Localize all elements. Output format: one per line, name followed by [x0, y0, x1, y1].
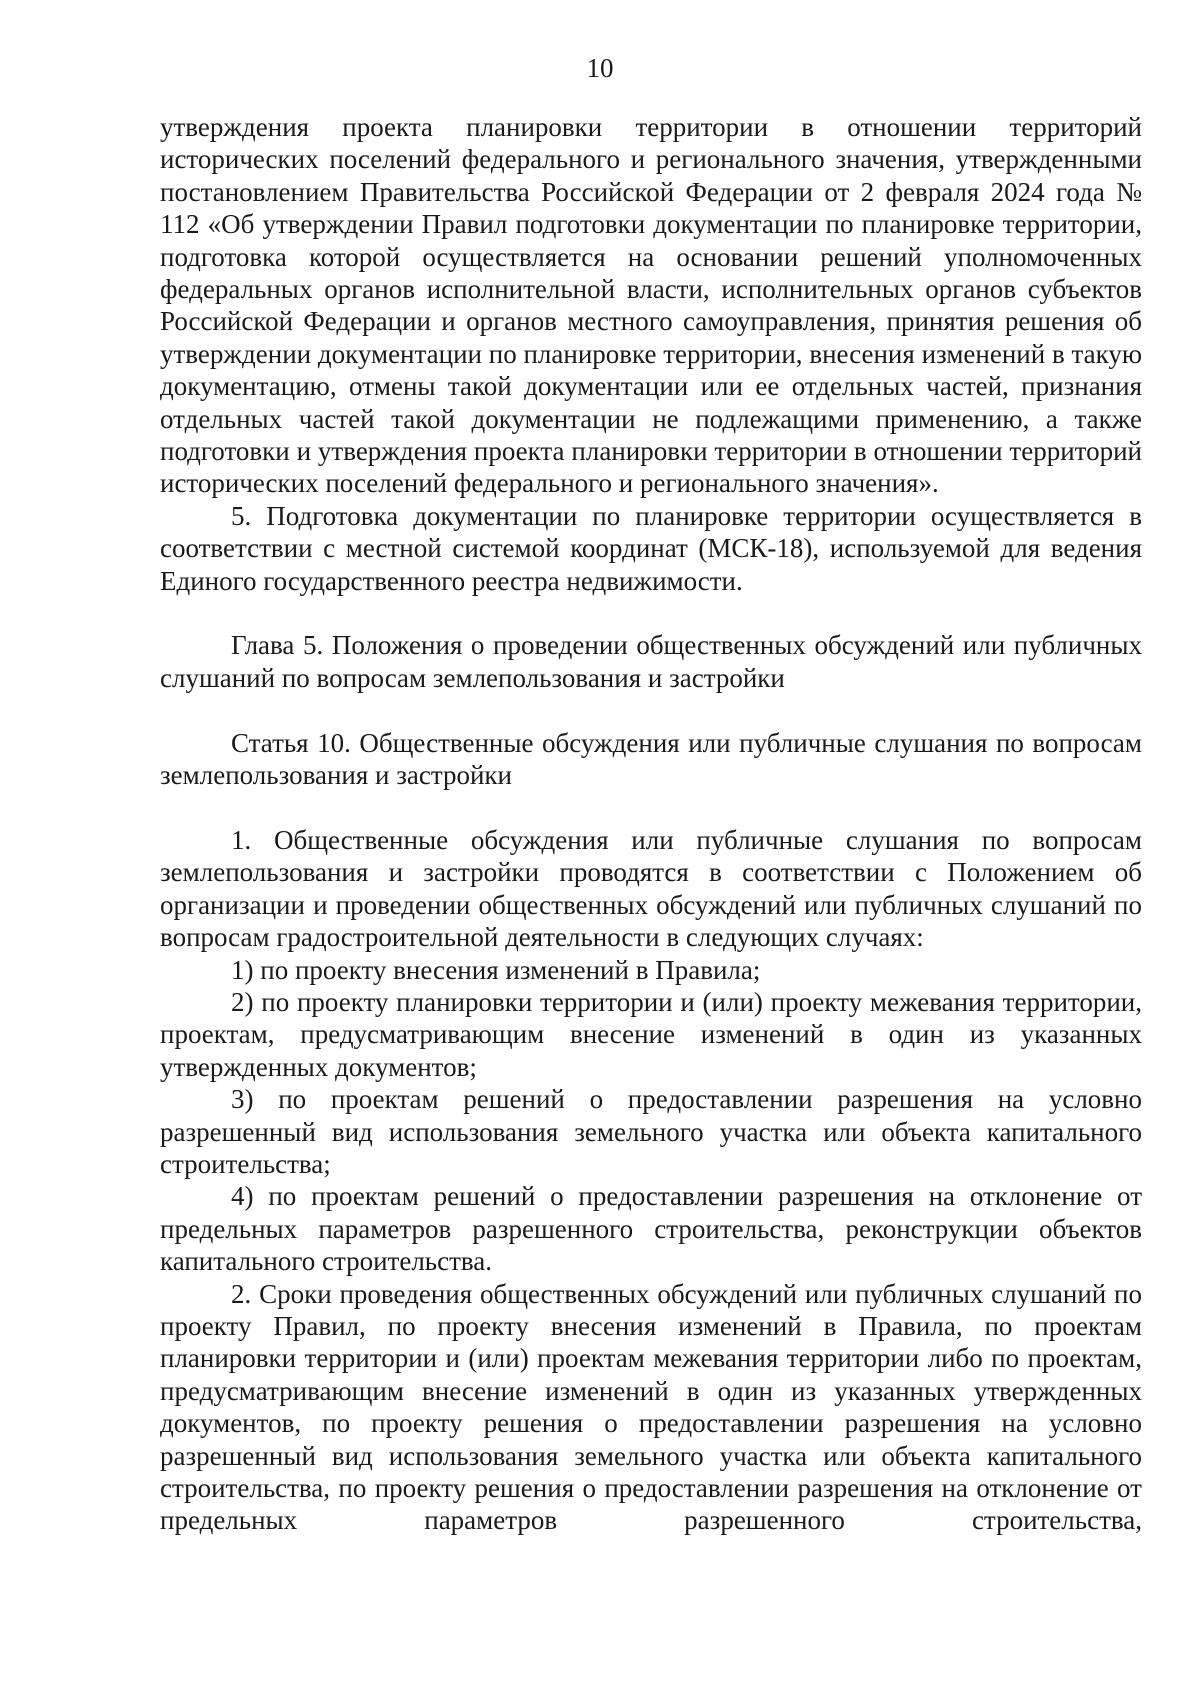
list-item-4: 4) по проектам решений о предоставлении разрешения на отклонение от предельных параметров разрешенного строительства, реконструкции объектов капитального строительства.	[160, 1181, 1142, 1277]
document-body	[160, 111, 1142, 1537]
list-item-1: 1) по проекту внесения изменений в Правила;	[231, 954, 761, 985]
chapter-heading: Глава 5. Положения о проведении общественных обсуждений или публичных слушаний по вопросам землепользования и застройки	[160, 630, 1142, 693]
list-item-3: 3) по проектам решений о предоставлении разрешения на условно разрешенный вид использования земельного участка или объекта капитального строительства;	[160, 1084, 1142, 1179]
article-heading: Статья 10. Общественные обсуждения или публичные слушания по вопросам землепользования и застройки	[160, 727, 1142, 791]
paragraph-continuation: утверждения проекта планировки территории в отношении территорий исторических поселений федерального и регионального значения, утвержденными постановлением Правительства Российской Федерации от 2 февраля 2024 года № 112 «Об утверждении Правил подготовки документации по планировке территории, подготовка которой осуществляется на основании решений уполномоченных федеральных органов исполнительной власти, исполнительных органов субъектов Российской Федерации и органов местного самоуправления, принятия решения об утверждении документации по планировке территории, внесения изменений в такую документацию, отмены такой документации или ее отдельных частей, признания отдельных частей такой документации не подлежащими применению, а также подготовки и утверждения проекта планировки территории в отношении территорий исторических поселений федерального и регионального значения».	[160, 112, 1142, 499]
list-item-2: 2) по проекту планировки территории и (или) проекту межевания территории, проектам, предусматривающим внесение изменений в один из указанных утвержденных документов;	[160, 986, 1142, 1082]
paragraph-item-1: 1. Общественные обсуждения или публичные слушания по вопросам землепользования и застройки проводятся в соответствии с Положением об организации и проведении общественных обсуждений или публичных слушаний по вопросам градостроительной деятельности в следующих случаях:	[160, 824, 1142, 953]
paragraph-item-2: 2. Сроки проведения общественных обсуждений или публичных слушаний по проекту Правил, по проекту внесения изменений в Правила, по проектам планировки территории и (или) проектам межевания территории либо по проектам, предусматривающим внесение изменений в один из указанных утвержденных документов, по проекту решения о предоставлении разрешения на условно разрешенный вид использования земельного участка или объекта капитального строительства, по проекту решения о предоставлении разрешения на отклонение от предельных параметров разрешенного строительства,	[160, 1278, 1142, 1536]
page-number: 10	[586, 53, 614, 83]
paragraph-item-5: 5. Подготовка документации по планировке территории осуществляется в соответствии с местной системой координат (МСК-18), используемой для ведения Единого государственного реестра недвижимости.	[160, 500, 1142, 596]
